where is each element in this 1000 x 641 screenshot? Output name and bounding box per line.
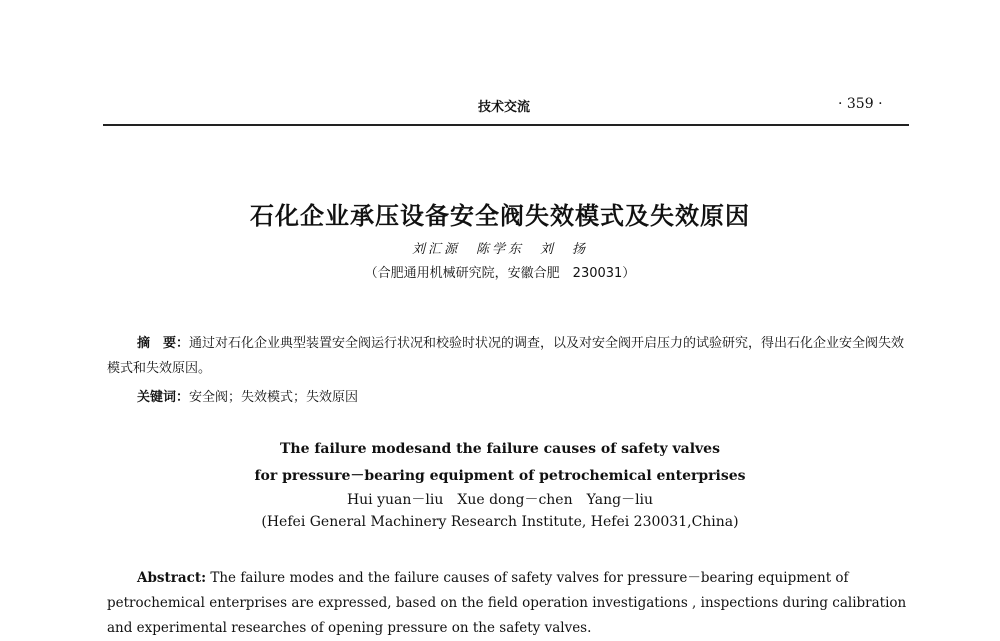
title-english-line2: for pressure－bearing equipment of petrochemical enterprises [254, 468, 746, 484]
title-english-line1: The failure modesand the failure causes of safety valves [280, 441, 720, 457]
abstract-text-chinese: 通过对石化企业典型装置安全阀运行状况和校验时状况的调查，以及对安全阀开启压力的试验研究，得出石化企业安全阀失效模式和失效原因。 [107, 336, 905, 376]
page-number: · 359 · [838, 96, 883, 112]
authors-english: Hui yuan－liu Xue dong－chen Yang－liu [346, 492, 654, 508]
authors-chinese: 刘汇源 陈学东 刘 扬 [411, 242, 588, 257]
running-header [0, 90, 1000, 120]
keywords-chinese [137, 386, 358, 405]
section-name: 技术交流 [478, 100, 531, 115]
abstract-chinese [107, 331, 912, 381]
abstract-label-english: Abstract: [137, 570, 207, 586]
keywords-text-chinese: 安全阀；失效模式；失效原因 [189, 390, 359, 405]
title-chinese: 石化企业承压设备安全阀失效模式及失效原因 [250, 201, 750, 230]
abstract-label-chinese: 摘 要： [137, 336, 190, 351]
affiliation-chinese: （合肥通用机械研究院，安徽合肥 230031） [364, 266, 636, 281]
header-rule [103, 124, 909, 126]
affiliation-english: (Hefei General Machinery Research Institute, Hefei 230031,China) [261, 514, 739, 530]
keywords-label-chinese: 关键词： [137, 390, 190, 405]
abstract-english [107, 566, 913, 641]
abstract-text-english: The failure modes and the failure causes of safety valves for pressure－bearing equipment of petrochemical enterprises are expressed, based on the field operation investigations , inspections during calibration and experimental researches of opening pressure on the safety valves. [107, 570, 907, 636]
